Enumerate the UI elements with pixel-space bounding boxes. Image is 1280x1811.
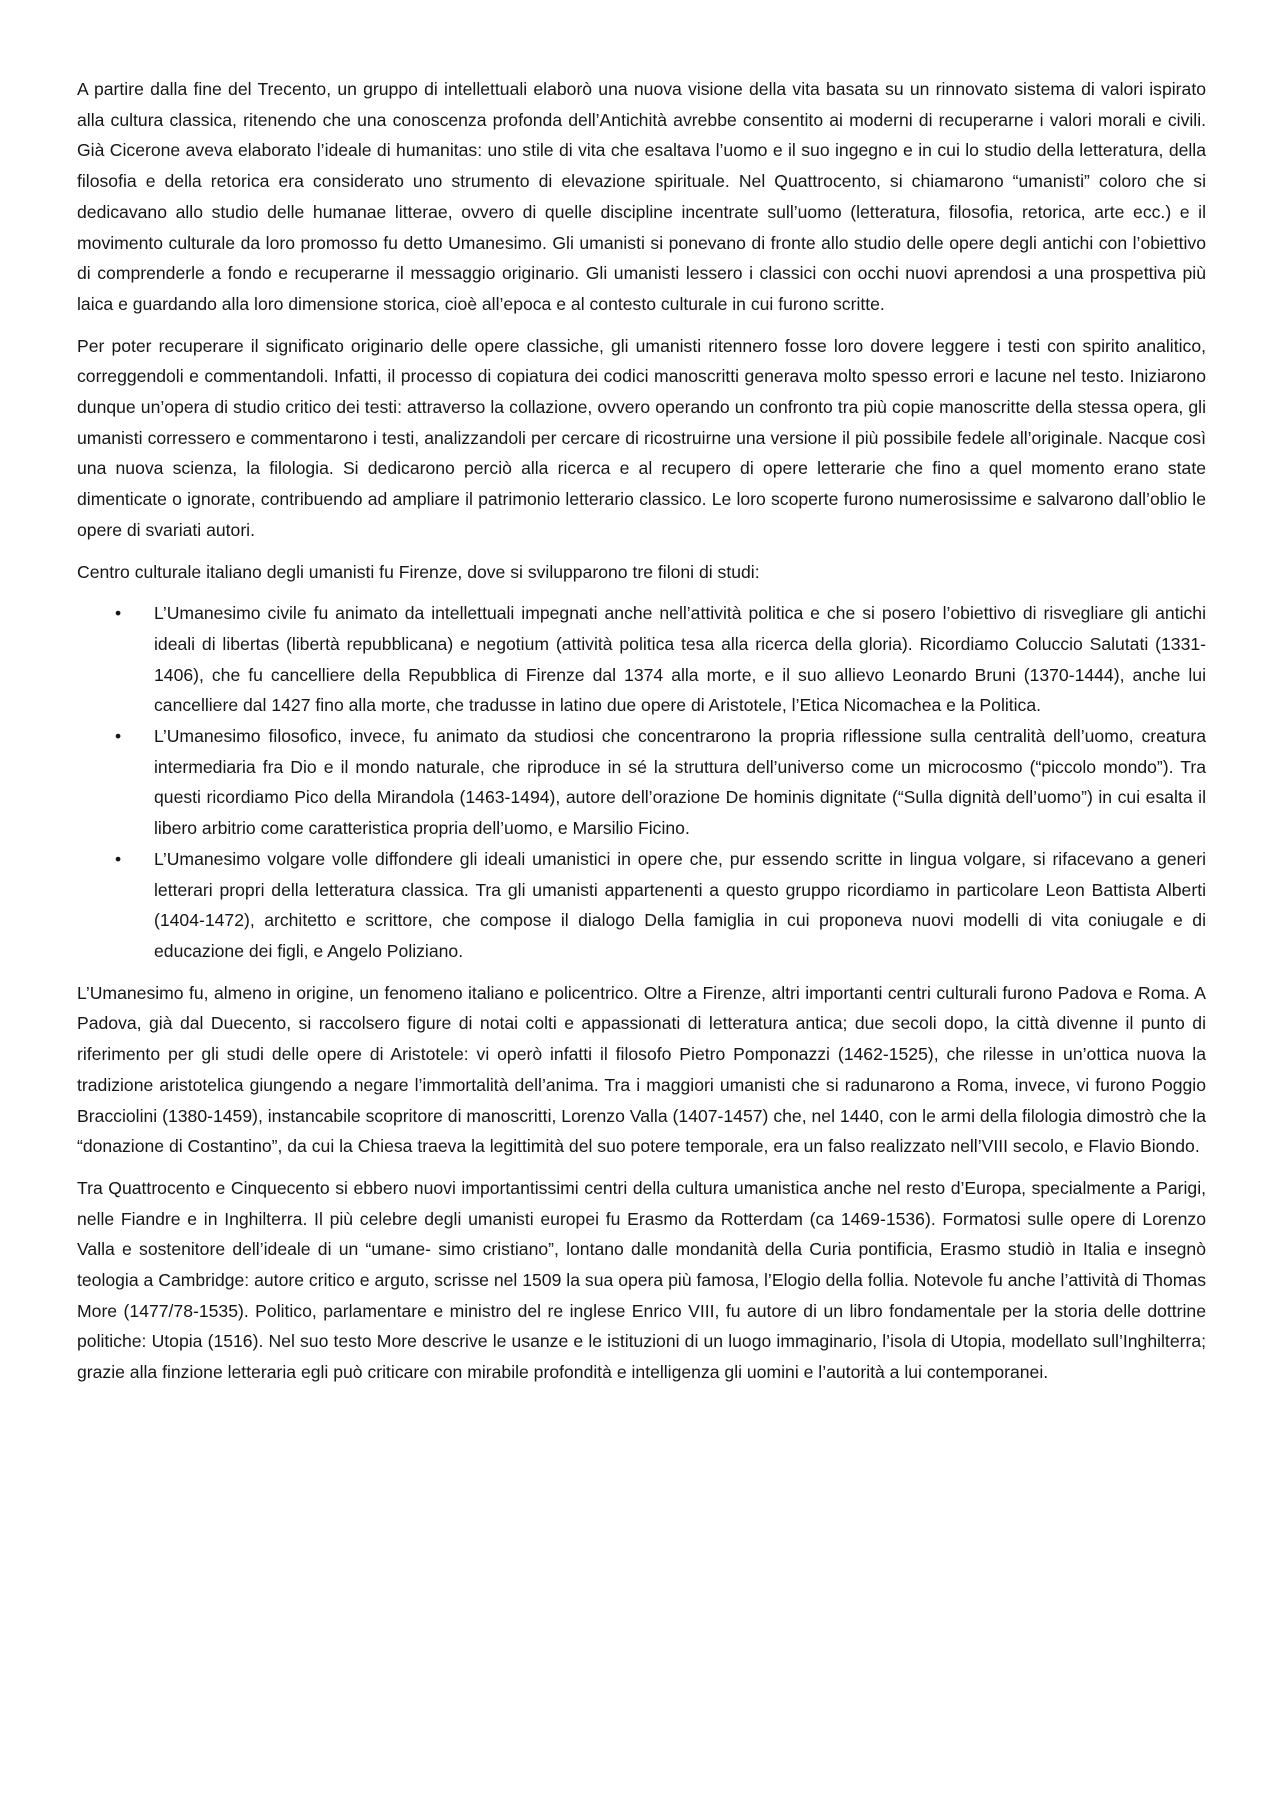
list-item-text: L’Umanesimo volgare volle diffondere gli ideali umanistici in opere che, pur essendo scritte in lingua volgare, si rifacevano a generi letterari propri della letteratura classica. Tra gli umanisti appartenenti a questo gruppo ricordiamo in particolare Leon Battista Alberti (1404-1472), architetto e scrittore, che compose il dialogo Della famiglia in cui proponeva nuovi modelli di vita coniugale e di educazione dei figli, e Angelo Poliziano. <box>154 848 1206 961</box>
paragraph-philology: Per poter recuperare il significato originario delle opere classiche, gli umanisti ritennero fosse loro dovere leggere i testi con spirito analitico, correggendoli e commentandoli. Infatti, il processo di copiatura dei codici manoscritti generava molto spesso errori e lacune nel testo. Iniziarono dunque un’opera di studio critico dei testi: attraverso la collazione, ovvero operando un confronto tra più copie manoscritte della stessa opera, gli umanisti corressero e commentarono i testi, analizzandoli per cercare di ricostruirne una versione il più possibile fedele all’originale. Nacque così una nuova scienza, la filologia. Si dedicarono perciò alla ricerca e al recupero di opere letterarie che fino a quel momento erano state dimenticate o ignorate, contribuendo ad ampliare il patrimonio letterario classico. Le loro scoperte furono numerosissime e salvarono dall’oblio le opere di svariati autori. <box>77 335 1206 540</box>
list-item-philosophical-humanism <box>77 721 1206 844</box>
bullet-icon: • <box>115 848 122 869</box>
list-item-vernacular-humanism <box>77 844 1206 967</box>
paragraph-intro: A partire dalla fine del Trecento, un gruppo di intellettuali elaborò una nuova visione della vita basata su un rinnovato sistema di valori ispirato alla cultura classica, ritenendo che una conoscenza profonda dell’Antichità avrebbe consentito ai moderni di recuperarne i valori morali e civili. Già Cicerone aveva elaborato l’ideale di humanitas: uno stile di vita che esaltava l’uomo e il suo ingegno e in cui lo studio della letteratura, della filosofia e della retorica era considerato uno strumento di elevazione spirituale. Nel Quattrocento, si chiamarono “umanisti” coloro che si dedicavano allo studio delle humanae litterae, ovvero di quelle discipline incentrate sull’uomo (letteratura, filosofia, retorica, arte ecc.) e il movimento culturale da loro promosso fu detto Umanesimo. Gli umanisti si ponevano di fronte allo studio delle opere degli antichi con l’obiettivo di comprenderle a fondo e recuperarne il messaggio originario. Gli umanisti lessero i classici con occhi nuovi aprendosi a una prospettiva più laica e guardando alla loro dimensione storica, cioè all’epoca e al contesto culturale in cui furono scritte. <box>77 79 1206 314</box>
list-item-civil-humanism <box>77 598 1206 721</box>
bullet-icon: • <box>115 726 122 747</box>
document-page <box>77 74 1206 1399</box>
list-item-text: L’Umanesimo civile fu animato da intellettuali impegnati anche nell’attività politica e che si posero l’obiettivo di risvegliare gli antichi ideali di libertas (libertà repubblicana) e negotium (attività politica tesa alla ricerca della gloria). Ricordiamo Coluccio Salutati (1331-1406), che fu cancelliere della Repubblica di Firenze dal 1374 alla morte, e il suo allievo Leonardo Bruni (1370-1444), anche lui cancelliere dal 1427 fino alla morte, che tradusse in latino due opere di Aristotele, l’Etica Nicomachea e la Politica. <box>154 603 1206 716</box>
paragraph-florence: Centro culturale italiano degli umanisti fu Firenze, dove si svilupparono tre filoni di studi: <box>77 561 760 582</box>
paragraph-italian-centers: L’Umanesimo fu, almeno in origine, un fenomeno italiano e policentrico. Oltre a Firenze, altri importanti centri culturali furono Padova e Roma. A Padova, già dal Duecento, si raccolsero figure di notai colti e appassionati di letteratura antica; due secoli dopo, la città divenne il punto di riferimento per gli studi delle opere di Aristotele: vi operò infatti il filosofo Pietro Pomponazzi (1462-1525), che rilesse in un’ottica nuova la tradizione aristotelica giungendo a negare l’immortalità dell’anima. Tra i maggiori umanisti che si radunarono a Roma, invece, vi furono Poggio Bracciolini (1380-1459), instancabile scopritore di manoscritti, Lorenzo Valla (1407-1457) che, nel 1440, con le armi della filologia dimostrò che la “donazione di Costantino”, da cui la Chiesa traeva la legittimità del suo potere temporale, era un falso realizzato nell’VIII secolo, e Flavio Biondo. <box>77 982 1206 1157</box>
bullet-icon: • <box>115 603 122 624</box>
list-item-text: L’Umanesimo filosofico, invece, fu animato da studiosi che concentrarono la propria riflessione sulla centralità dell’uomo, creatura intermediaria fra Dio e il mondo naturale, che riproduce in sé la struttura dell’universo come un microcosmo (“piccolo mondo”). Tra questi ricordiamo Pico della Mirandola (1463-1494), autore dell’orazione De hominis dignitate (“Sulla dignità dell’uomo”) in cui esalta il libero arbitrio come caratteristica propria dell’uomo, e Marsilio Ficino. <box>154 726 1206 839</box>
bullet-list <box>77 598 1206 966</box>
paragraph-european-humanism: Tra Quattrocento e Cinquecento si ebbero nuovi importantissimi centri della cultura umanistica anche nel resto d’Europa, specialmente a Parigi, nelle Fiandre e in Inghilterra. Il più celebre degli umanisti europei fu Erasmo da Rotterdam (ca 1469-1536). Formatosi sulle opere di Lorenzo Valla e sostenitore dell’ideale di un “umane- simo cristiano”, lontano dalle mondanità della Curia pontificia, Erasmo studiò in Italia e insegnò teologia a Cambridge: autore critico e arguto, scrisse nel 1509 la sua opera più famosa, l’Elogio della follia. Notevole fu anche l’attività di Thomas More (1477/78-1535). Politico, parlamentare e ministro del re inglese Enrico VIII, fu autore di un libro fondamentale per la storia delle dottrine politiche: Utopia (1516). Nel suo testo More descrive le usanze e le istituzioni di un luogo immaginario, l’isola di Utopia, modellato sull’Inghilterra; grazie alla finzione letteraria egli può criticare con mirabile profondità e intelligenza gli uomini e l’autorità a lui contemporanei. <box>77 1177 1206 1383</box>
